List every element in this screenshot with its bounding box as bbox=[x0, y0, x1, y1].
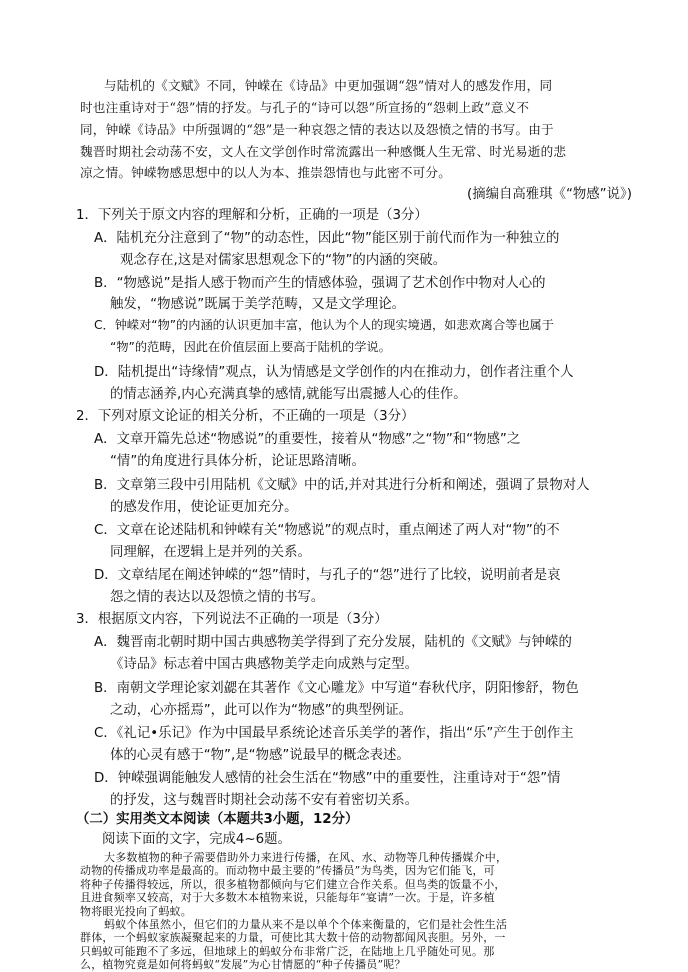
intro-line-1: 与陆机的《文赋》不同，钟嵘在《诗品》中更加强调“怨”情对人的感发作用，同 bbox=[104, 78, 553, 93]
q2-option-b-line1: B．文章第三段中引用陆机《文赋》中的话,并对其进行分析和阐述，强调了景物对人 bbox=[94, 478, 590, 493]
q1-option-d-line1: D．陆机提出“诗缘情”观点，认为情感是文学创作的内在推动力，创作者注重个人 bbox=[94, 365, 574, 380]
passage-line-5: 物将眼光投向了蚂蚁。 bbox=[80, 904, 192, 918]
passage-line-3: 将种子传播得较远，所以，很多植物都倾向与它们建立合作关系。但鸟类的饭量不小， bbox=[80, 877, 506, 891]
q3-stem: 3．根据原文内容，下列说法不正确的一项是（3分） bbox=[76, 612, 388, 627]
q3-option-d-line1: D．钟嵘强调能触发人感情的社会生活在“物感”中的重要性，注重诗对于“怨”情 bbox=[94, 771, 561, 786]
q1-option-a-line2: 观念存在,这是对儒家思想观念下的“物”的内涵的突破。 bbox=[120, 253, 447, 268]
section-heading: （二）实用类文本阅读（本题共3小题，12分） bbox=[76, 812, 359, 827]
intro-line-5: 凉之情。钟嵘物感思想中的以人为本、推崇怨情也与此密不可分。 bbox=[80, 165, 452, 180]
q2-option-c-line1: C．文章在论述陆机和钟嵘有关“物感说”的观点时，重点阐述了两人对“物”的不 bbox=[94, 523, 560, 538]
q1-option-b-line2: 触发，“物感说”既属于美学范畴，又是文学理论。 bbox=[110, 297, 406, 312]
q1-stem: 1．下列关于原文内容的理解和分析，正确的一项是（3分） bbox=[76, 208, 428, 223]
passage-line-2: 动物的传播成功率是最高的。而动物中最主要的“传播员”为鸟类，因为它们能飞，可 bbox=[80, 864, 495, 878]
passage-line-4: 且进食频率又较高，对于大多数木本植物来说，只能每年“宴请”一次。于是，许多植 bbox=[80, 891, 495, 905]
q3-option-b-line2: 之动，心亦摇焉”，此可以作为“物感”的典型例证。 bbox=[110, 703, 413, 718]
q3-option-b-line1: B．南朝文学理论家刘勰在其著作《文心雕龙》中写道“春秋代序，阴阳惨舒，物色 bbox=[94, 681, 579, 696]
q1-option-c-line2: “物”的范畴，因此在价值层面上要高于陆机的学说。 bbox=[110, 340, 391, 354]
q2-option-d-line1: D．文章结尾在阐述钟嵘的“怨”情时，与孔子的“怨”进行了比较，说明前者是哀 bbox=[94, 568, 561, 583]
q2-option-c-line2: 同理解，在逻辑上是并列的关系。 bbox=[110, 545, 311, 560]
q3-option-c-line1: C．《礼记•乐记》作为中国最早系统论述音乐美学的著作，指出“乐”产生于创作主 bbox=[94, 726, 574, 741]
intro-line-4: 魏晋时期社会动荡不安，文人在文学创作时常流露出一种感慨人生无常、时光易逝的悲 bbox=[80, 144, 567, 159]
q3-option-d-line2: 的抒发，这与魏晋时期社会动荡不安有着密切关系。 bbox=[110, 793, 418, 808]
q1-option-a-line1: A．陆机充分注意到了“物”的动态性，因此“物”能区别于前代而作为一种独立的 bbox=[94, 231, 560, 246]
q2-option-d-line2: 怨之情的表达以及怨愤之情的书写。 bbox=[110, 590, 325, 605]
q2-option-a-line2: “情”的角度进行具体分析，论证思路清晰。 bbox=[110, 454, 365, 469]
section-instruction: 阅读下面的文字，完成4~6题。 bbox=[102, 832, 291, 847]
q1-option-c-line1: C．钟嵘对“物”的内涵的认识更加丰富，他认为个人的现实境遇，如悲欢离合等也属于 bbox=[94, 318, 554, 332]
q2-stem: 2．下列对原文论证的相关分析，不正确的一项是（3分） bbox=[76, 409, 415, 424]
q1-option-b-line1: B．“物感说”是指人感于物而产生的情感体验，强调了艺术创作中物对人心的 bbox=[94, 276, 546, 291]
q3-option-c-line2: 体的心灵有感于“物”,是“物感”说最早的概念表述。 bbox=[110, 748, 410, 763]
q2-option-b-line2: 的感发作用，使论证更加充分。 bbox=[110, 500, 298, 515]
passage-line-7: 群体，一个蚂蚁家族凝聚起来的力量，可使比其大数十倍的动物都闻风丧胆。另外，一 bbox=[80, 931, 506, 945]
q2-option-a-line1: A．文章开篇先总述“物感说”的重要性，接着从“物感”之“物”和“物感”之 bbox=[94, 432, 521, 447]
q1-option-d-line2: 的情志涵养,内心充满真挚的感情,就能写出震撼人心的佳作。 bbox=[110, 387, 467, 402]
intro-line-2: 时也注重诗对于“怨”情的抒发。与孔子的“诗可以怨”所宣扬的“怨刺上政”意义不 bbox=[80, 100, 530, 115]
intro-line-3: 同，钟嵘《诗品》中所强调的“怨”是一种哀怨之情的表达以及怨愤之情的书写。由于 bbox=[80, 122, 554, 137]
q3-option-a-line1: A．魏晋南北朝时期中国古典感物美学得到了充分发展，陆机的《文赋》与钟嵘的 bbox=[94, 635, 572, 650]
passage-line-1: 大多数植物的种子需要借助外力来进行传播，在风、水、动物等几种传播媒介中， bbox=[104, 851, 508, 864]
q3-option-a-line2: 《诗品》标志着中国古典感物美学走向成熟与定型。 bbox=[110, 657, 418, 672]
passage-line-9: 么，植物究竟是如何将蚂蚁“发展”为心甘情愿的“种子传播员”呢？ bbox=[80, 958, 406, 971]
passage-line-8: 只蚂蚁可能跑不了多远，但地球上的蚂蚁分布非常广泛，在陆地上几乎随处可见。那 bbox=[80, 944, 495, 958]
source-citation: (摘编自高雅琪《“物感”说》) bbox=[467, 187, 632, 202]
passage-line-6: 蚂蚁个体虽然小，但它们的力量从来不是以单个个体来衡量的，它们是社会性生活 bbox=[104, 917, 508, 931]
